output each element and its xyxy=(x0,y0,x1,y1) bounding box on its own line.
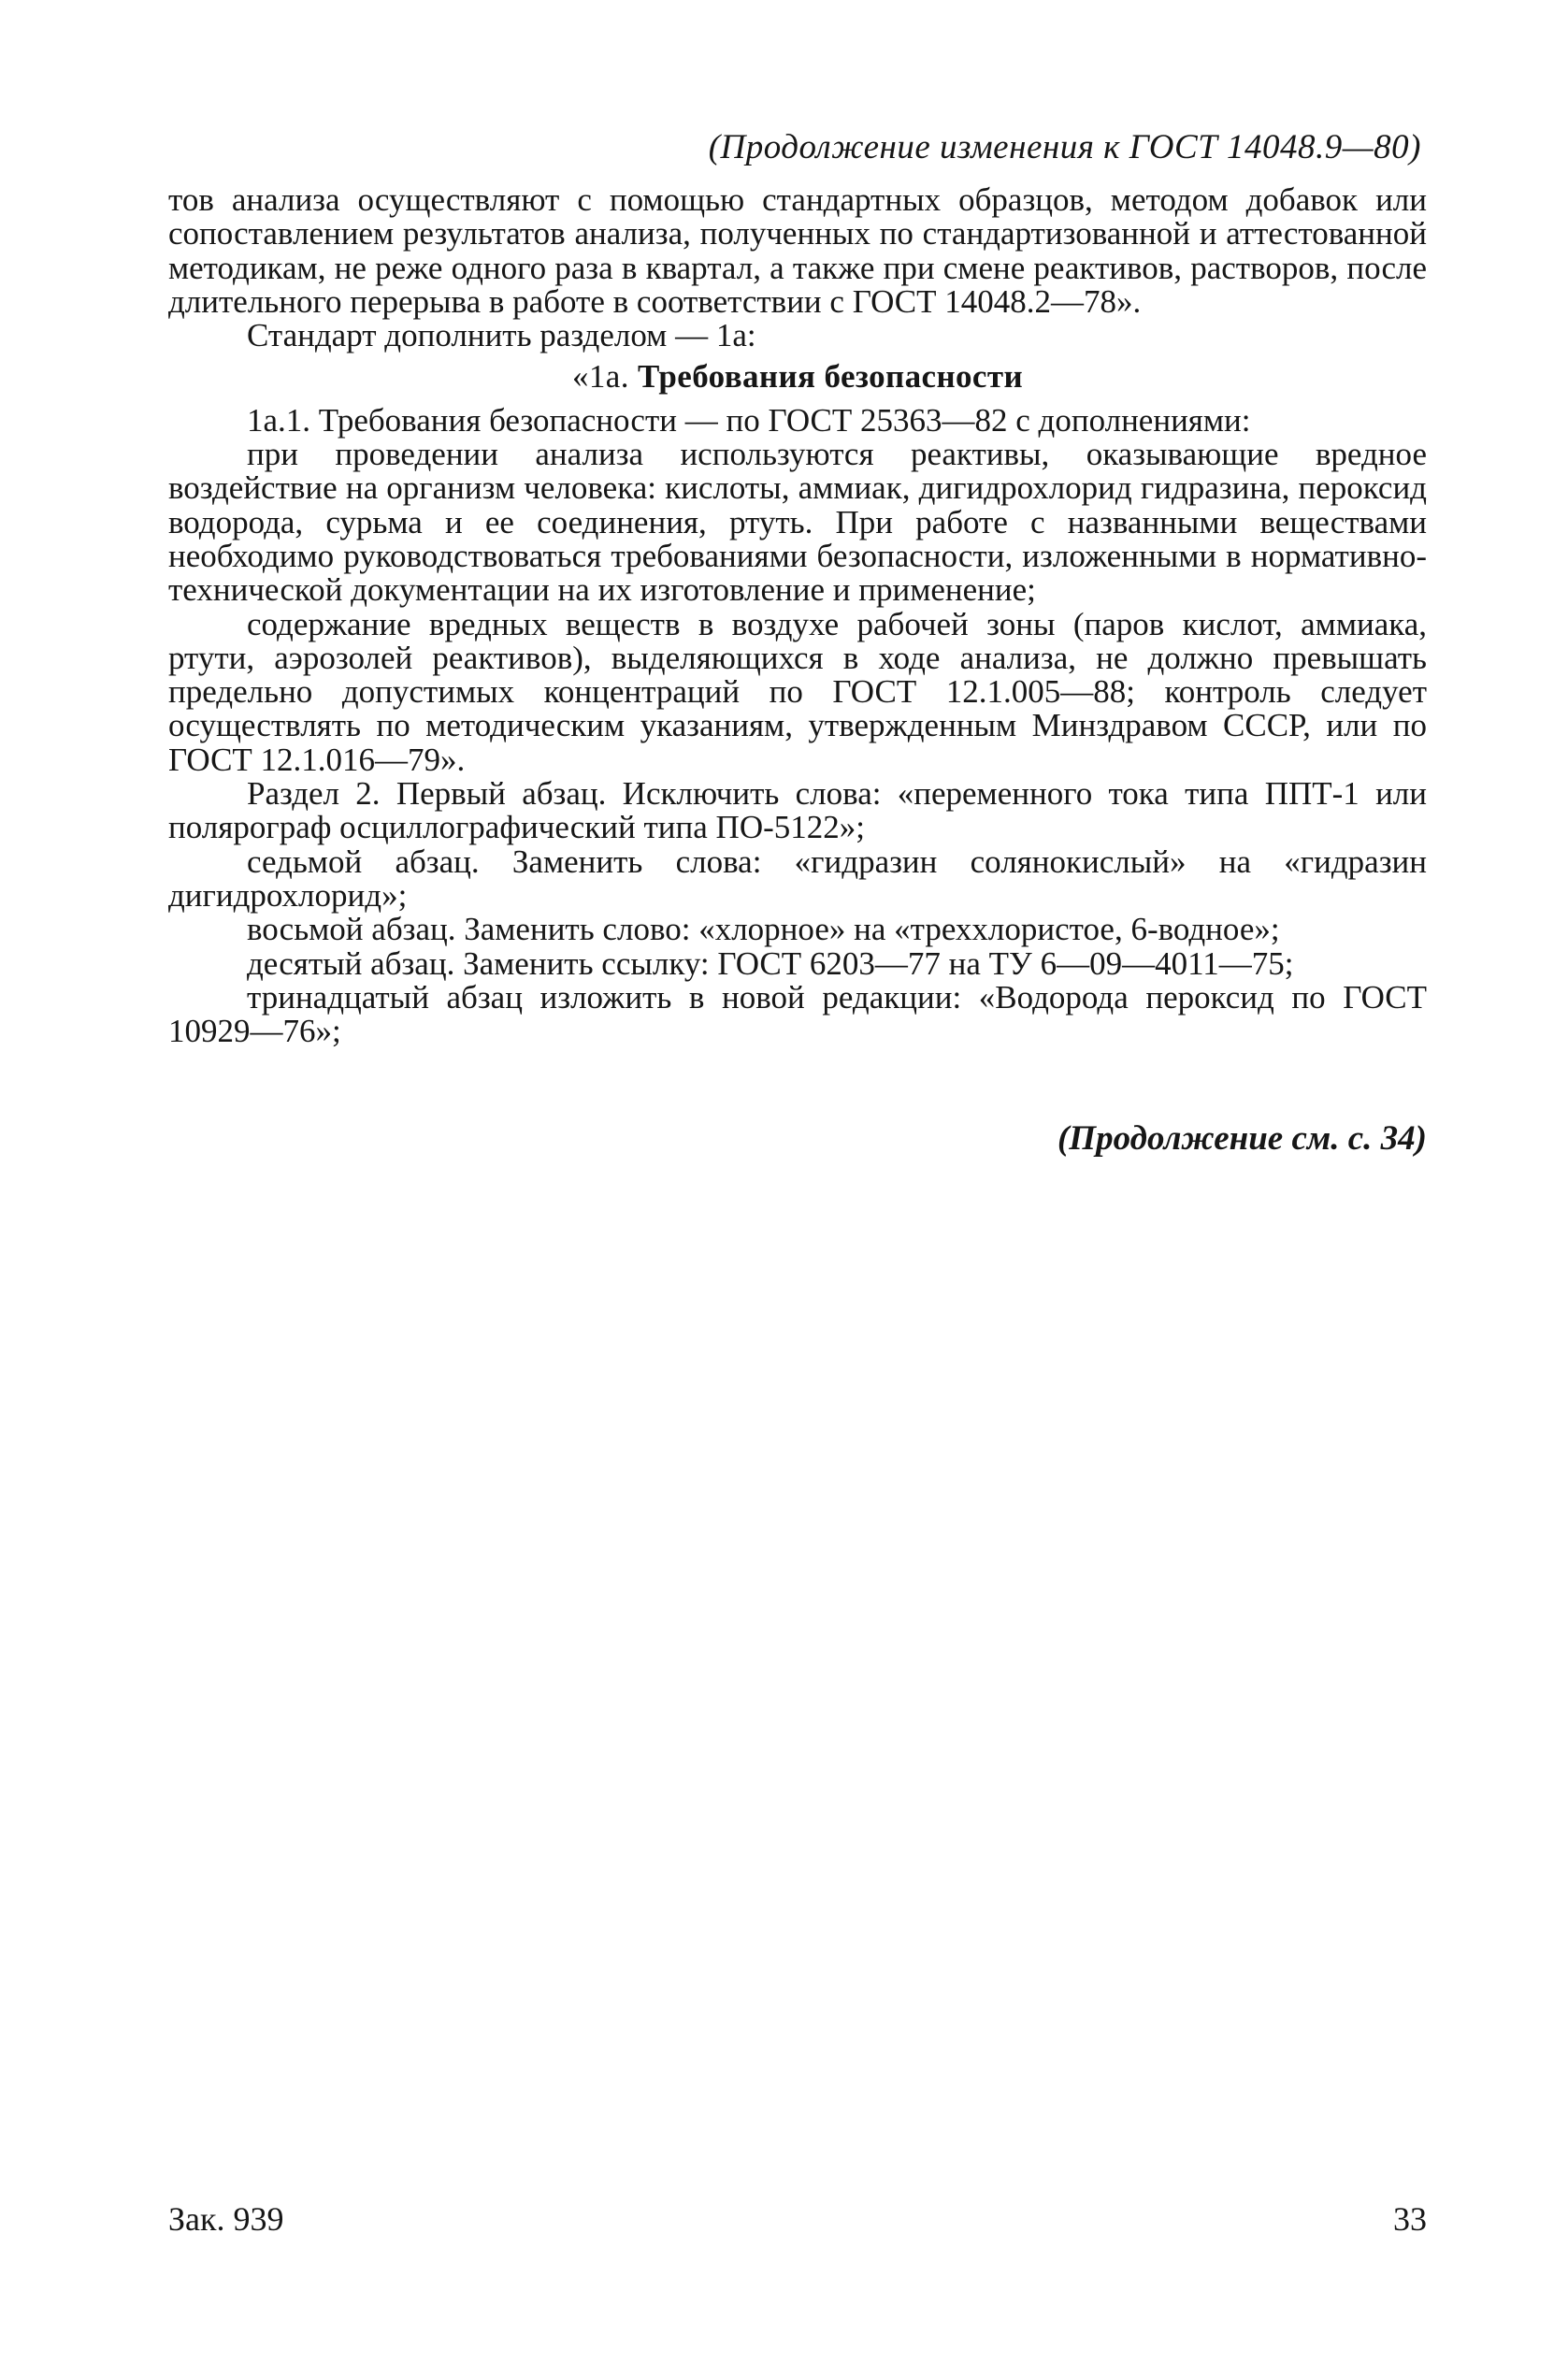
section-title: Требования безопасности xyxy=(638,358,1024,396)
paragraph-add-section: Стандарт дополнить разделом — 1а: xyxy=(247,317,756,354)
page-number: 33 xyxy=(1393,2200,1427,2238)
section-number: «1а. xyxy=(571,358,629,396)
running-header: (Продолжение изменения к ГОСТ 14048.9—80) xyxy=(708,128,1421,166)
continuation-note: (Продолжение см. с. 34) xyxy=(1057,1119,1427,1158)
order-number: Зак. 939 xyxy=(168,2200,284,2238)
section-heading xyxy=(168,360,1427,394)
paragraph-continued: тов анализа осуществляют с помощью стандартных образцов, методом добавок или сопоставлением результатов анализа, полученных по стандартизованной и аттестованной методикам, не реже одного раза в квартал, а также при смене реактивов, растворов, после длительного перерыва в работе в соответствии с ГОСТ 14048.2—78». xyxy=(168,181,1427,320)
paragraph-seventh: седьмой абзац. Заменить слова: «гидразин солянокислый» на «гидразин дигидрохлорид»; xyxy=(168,843,1427,914)
paragraph-harmful-substances: содержание вредных веществ в воздухе рабочей зоны (паров кислот, аммиака, ртути, аэрозолей реактивов), выделяющихся в ходе анализа, не должно превышать предельно допустимых концентраций по ГОСТ 12.1.005—88; контроль следует осуществлять по методическим указаниям, утвержденным Минздравом СССР, или по ГОСТ 12.1.016—79». xyxy=(168,605,1427,778)
paragraph-thirteenth: тринадцатый абзац изложить в новой редакции: «Водорода пероксид по ГОСТ 10929—76»; xyxy=(168,978,1427,1050)
paragraph-safety-requirements: 1а.1. Требования безопасности — по ГОСТ 25363—82 с дополнениями: xyxy=(247,401,1251,439)
paragraph-section-2: Раздел 2. Первый абзац. Исключить слова: «переменного тока типа ППТ-1 или полярограф осциллографический типа ПО-5122»; xyxy=(168,775,1427,846)
paragraph-tenth: десятый абзац. Заменить ссылку: ГОСТ 6203—77 на ТУ 6—09—4011—75; xyxy=(247,944,1294,982)
paragraph-eighth: восьмой абзац. Заменить слово: «хлорное» на «треххлористое, 6-водное»; xyxy=(247,911,1280,948)
document-body xyxy=(168,183,1427,1048)
paragraph-reagents: при проведении анализа используются реактивы, оказывающие вредное воздействие на организм человека: кислоты, аммиак, дигидрохлорид гидразина, пероксид водорода, сурьма и ее соединения, ртуть. При работе с названными веществами необходимо руководствоваться требованиями безопасности, изложенными в нормативно-технической документации на их изготовление и применение; xyxy=(168,436,1427,609)
